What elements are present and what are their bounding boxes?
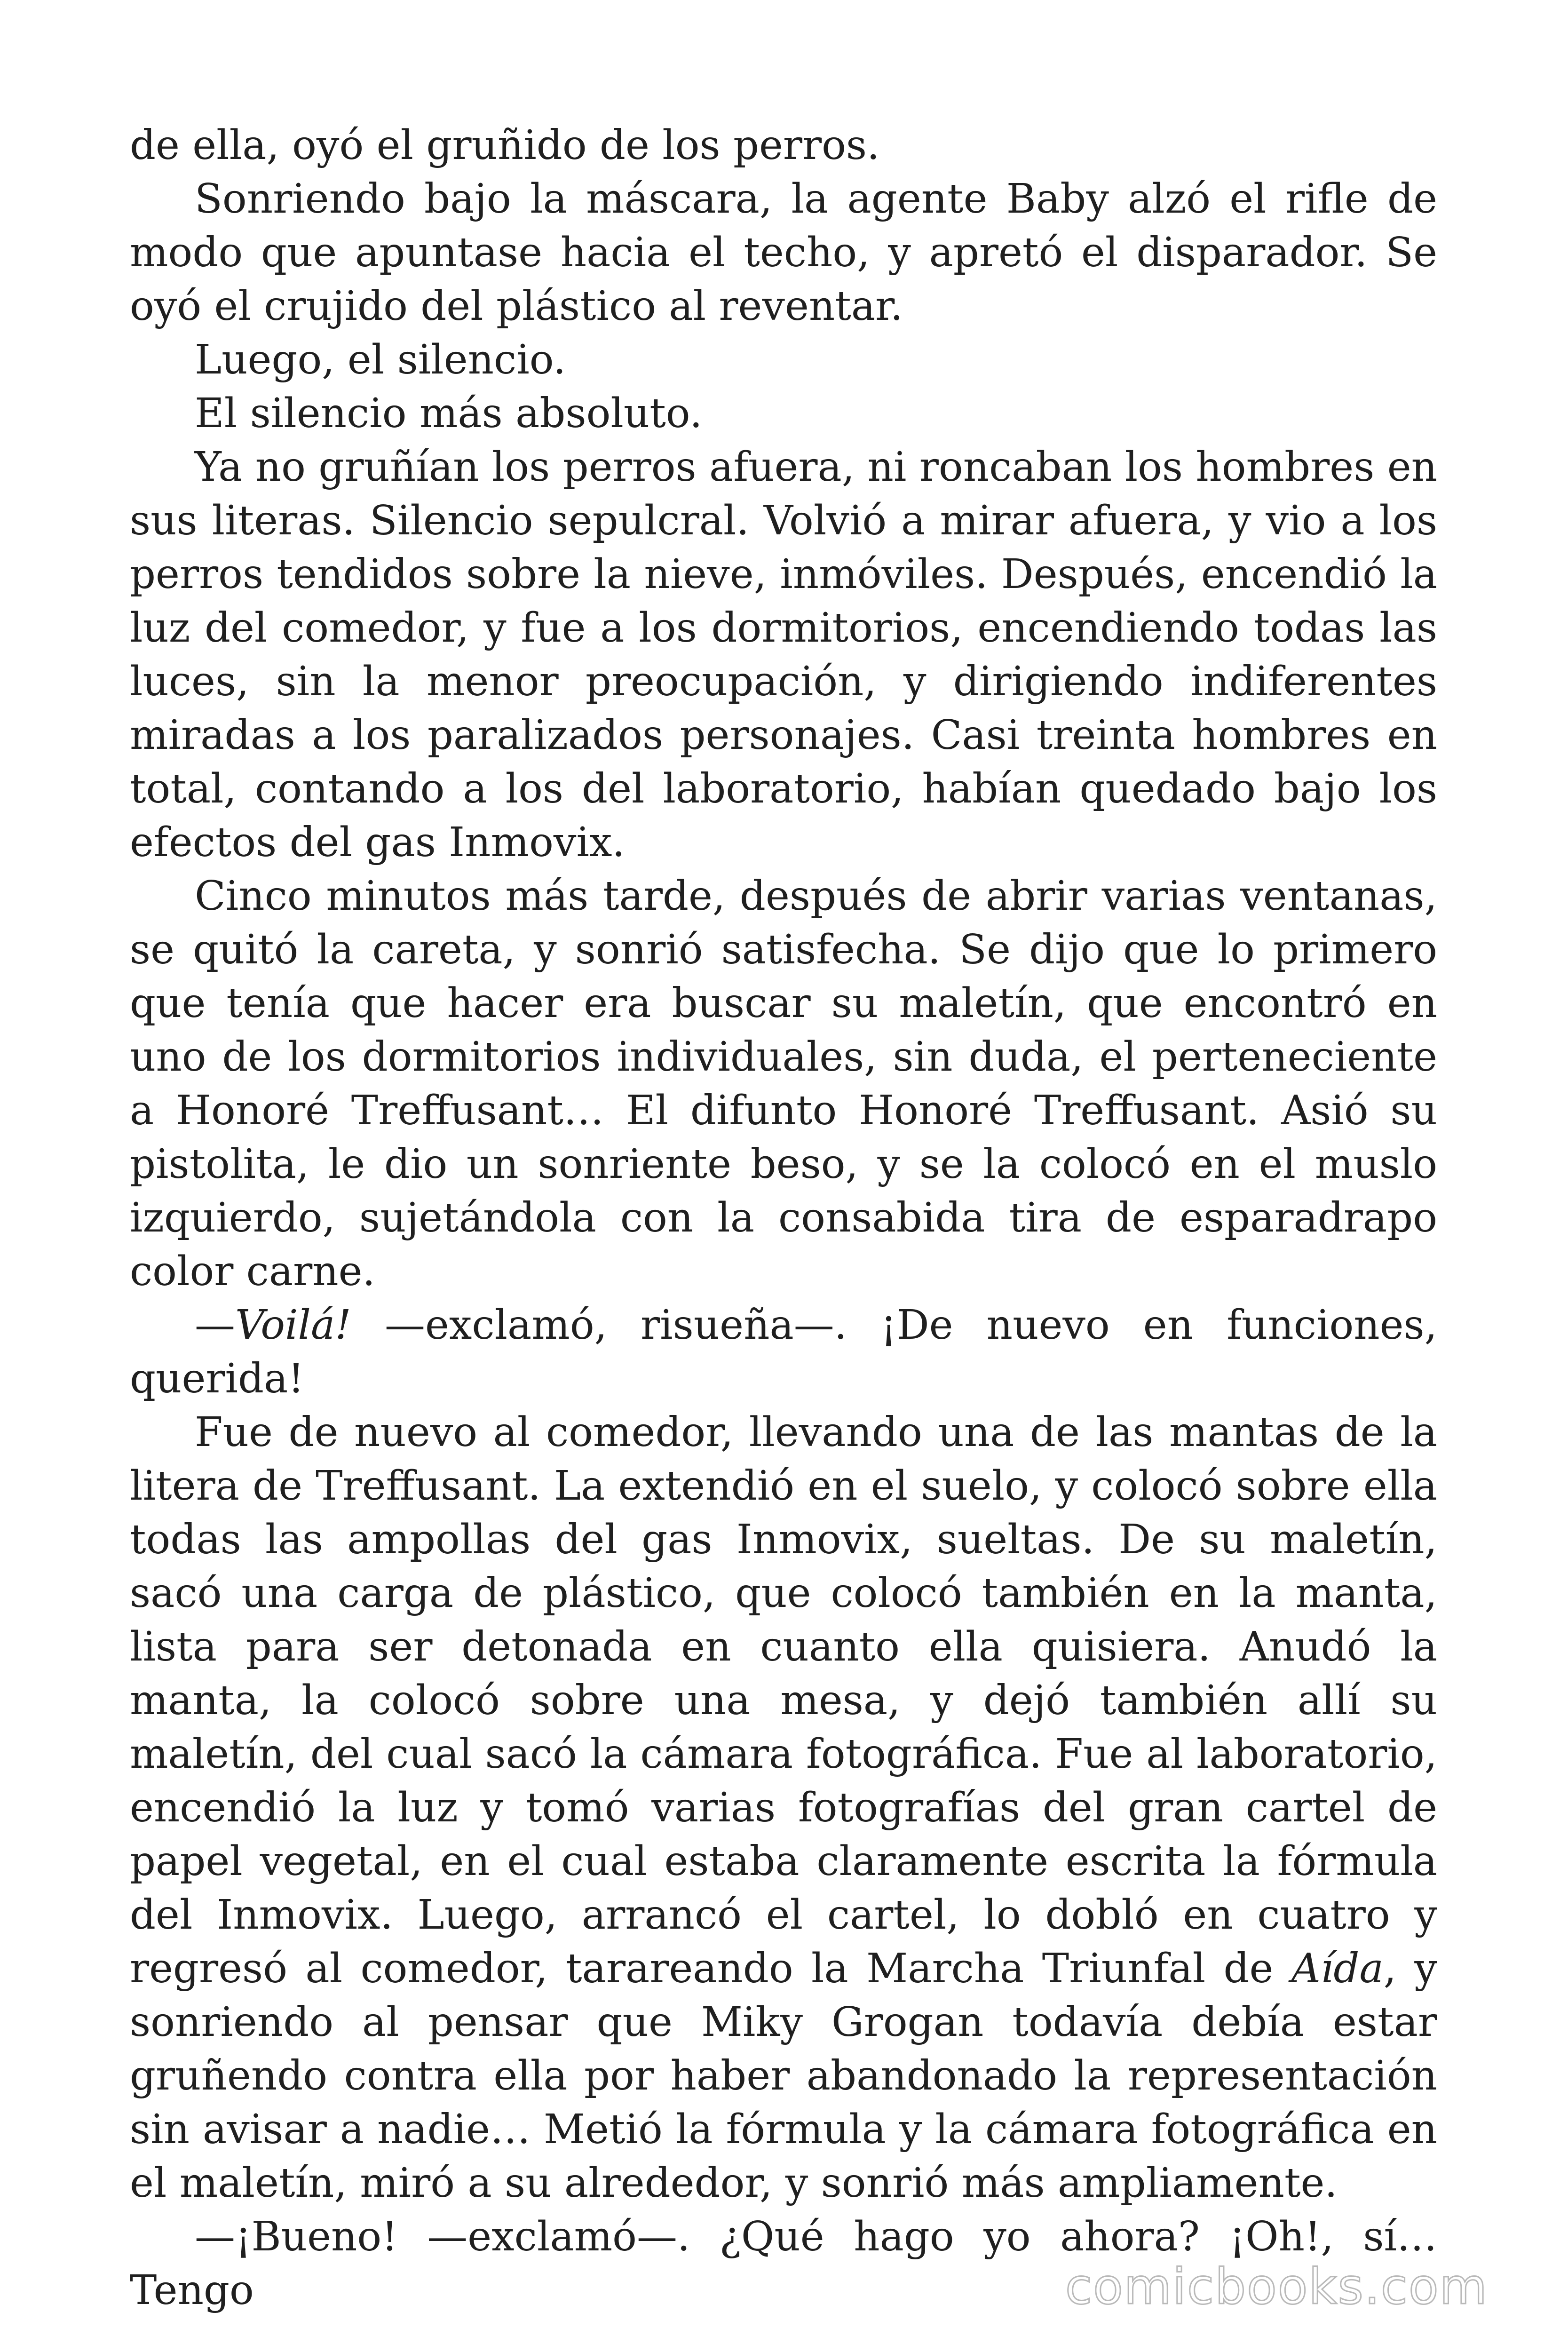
text-run: — <box>195 1302 235 1349</box>
text-run: Ya no gruñían los perros afuera, ni roncaban los hombres en sus literas. Silencio sepulcral. Volvió a mirar afuera, y vio a los perros tendidos sobre la nieve, inmóviles. Después, encendió la luz del comedor, y fue a los dormitorios, encendiendo todas las luces, sin la menor preocupación, y dirigiendo indiferentes miradas a los paralizados personajes. Casi treinta hombres en total, contando a los del laboratorio, habían quedado bajo los efectos del gas Inmovix. <box>130 444 1437 866</box>
paragraph <box>130 440 1437 869</box>
paragraph <box>130 333 1437 387</box>
text-run: Luego, el silencio. <box>195 336 566 383</box>
italic-text: Voilá! <box>235 1302 351 1349</box>
paragraph <box>130 1298 1437 1406</box>
paragraph <box>130 869 1437 1298</box>
text-run: —exclamó, risueña—. ¡De nuevo en funciones, querida! <box>130 1302 1437 1402</box>
paragraph <box>130 172 1437 333</box>
watermark: comicbooks.com <box>1065 2258 1488 2315</box>
text-run: Sonriendo bajo la máscara, la agente Baby alzó el rifle de modo que apuntase hacia el techo, y apretó el disparador. Se oyó el crujido del plástico al reventar. <box>130 175 1437 330</box>
text-run: de ella, oyó el gruñido de los perros. <box>130 122 880 169</box>
paragraph <box>130 387 1437 440</box>
text-run: El silencio más absoluto. <box>195 390 703 437</box>
body-text <box>130 119 1437 2317</box>
text-run: Cinco minutos más tarde, después de abrir varias ventanas, se quitó la careta, y sonrió satisfecha. Se dijo que lo primero que tenía que hacer era buscar su maletín, que encontró en uno de los dormitorios individuales, sin duda, el perteneciente a Honoré Treffusant… El difunto Honoré Treffusant. Asió su pistolita, le dio un sonriente beso, y se la colocó en el muslo izquierdo, sujetándola con la consabida tira de esparadrapo color carne. <box>130 873 1437 1295</box>
paragraph <box>130 119 1437 172</box>
italic-text: Aída <box>1291 1945 1384 1992</box>
text-run: Fue de nuevo al comedor, llevando una de las mantas de la litera de Treffusant. La extendió en el suelo, y colocó sobre ella todas las ampollas del gas Inmovix, sueltas. De su maletín, sacó una carga de plástico, que colocó también en la manta, lista para ser detonada en cuanto ella quisiera. Anudó la manta, la colocó sobre una mesa, y dejó también allí su maletín, del cual sacó la cámara fotográfica. Fue al laboratorio, encendió la luz y tomó varias fotografías del gran cartel de papel vegetal, en el cual estaba claramente escrita la fórmula del Inmovix. Luego, arrancó el cartel, lo dobló en cuatro y regresó al comedor, tarareando la Marcha Triunfal de <box>130 1409 1437 1992</box>
paragraph <box>130 1406 1437 2210</box>
text-run: —¡Bueno! —exclamó—. ¿Qué hago yo ahora? ¡Oh!, sí… Tengo <box>130 2213 1437 2314</box>
text-run: , y sonriendo al pensar que Miky Grogan todavía debía estar gruñendo contra ella por haber abandonado la representación sin avisar a nadie… Metió la fórmula y la cámara fotográfica en el maletín, miró a su alrededor, y sonrió más ampliamente. <box>130 1945 1438 2207</box>
